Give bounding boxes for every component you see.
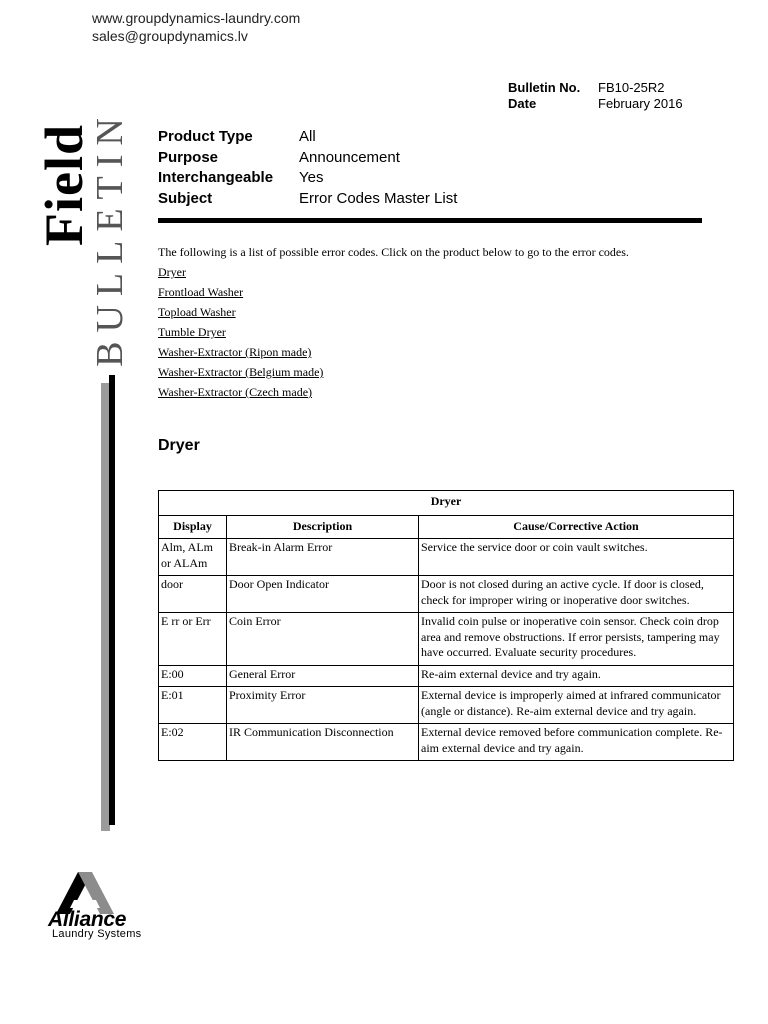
subject-value: Error Codes Master List — [299, 189, 458, 207]
cell-description: General Error — [227, 665, 419, 687]
cell-description: Break-in Alarm Error — [227, 539, 419, 576]
cell-display: E:02 — [159, 724, 227, 761]
section-heading: Dryer — [158, 437, 200, 454]
column-header-description: Description — [227, 515, 419, 539]
bulletin-date-label: Date — [508, 96, 537, 111]
column-header-display: Display — [159, 515, 227, 539]
table-row — [159, 724, 734, 761]
cell-description: IR Communication Disconnection — [227, 724, 419, 761]
bulletin-number: FB10-25R2 — [598, 80, 665, 95]
link-topload-washer[interactable]: Topload Washer — [158, 305, 236, 319]
interchangeable-value: Yes — [299, 169, 324, 186]
link-washer-extractor-ripon[interactable]: Washer-Extractor (Ripon made) — [158, 345, 312, 359]
subject-label: Subject — [158, 189, 213, 207]
cell-action: External device is improperly aimed at infrared communicator (angle or distance). Re-aim external device and try again. — [419, 687, 734, 724]
link-frontload-washer[interactable]: Frontload Washer — [158, 285, 244, 299]
table-row — [159, 576, 734, 613]
link-washer-extractor-czech[interactable]: Washer-Extractor (Czech made) — [158, 385, 313, 399]
link-tumble-dryer[interactable]: Tumble Dryer — [158, 325, 226, 339]
masthead-bulletin-text: BULLETIN — [89, 108, 132, 367]
cell-action: External device removed before communication complete. Re-aim external device and try again. — [419, 724, 734, 761]
intro-text: The following is a list of possible error codes. Click on the product below to go to the error codes. — [158, 245, 629, 259]
product-type-label: Product Type — [158, 128, 253, 145]
table-row — [159, 613, 734, 666]
cell-description: Coin Error — [227, 613, 419, 666]
bulletin-meta — [508, 80, 683, 112]
bulletin-number-label: Bulletin No. — [508, 80, 581, 95]
cell-display: E rr or Err — [159, 613, 227, 666]
alliance-logo — [48, 870, 170, 942]
purpose-value: Announcement — [299, 148, 400, 166]
side-bar — [109, 375, 115, 825]
link-dryer[interactable]: Dryer — [158, 265, 186, 279]
cell-display: E:00 — [159, 665, 227, 687]
table-row — [159, 665, 734, 687]
bulletin-date: February 2016 — [598, 96, 683, 111]
cell-display: Alm, ALm or ALAm — [159, 539, 227, 576]
logo-sub-text: Laundry Systems — [52, 928, 142, 940]
error-codes-table — [158, 490, 734, 761]
table-header-row — [159, 515, 734, 539]
masthead-bulletin — [88, 110, 132, 365]
cell-action: Invalid coin pulse or inoperative coin sensor. Check coin drop area and remove obstructions. If error persists, tampering may have occurred. Evaluate security procedures. — [419, 613, 734, 666]
table-row — [159, 687, 734, 724]
table-row — [159, 539, 734, 576]
email-text: sales@groupdynamics.lv — [92, 28, 248, 44]
interchangeable-label: Interchangeable — [158, 169, 274, 186]
table-caption: Dryer — [159, 491, 734, 516]
header-divider — [158, 218, 702, 223]
masthead-field — [34, 115, 94, 255]
purpose-label: Purpose — [158, 148, 219, 166]
product-info — [158, 127, 457, 209]
website-text: www.groupdynamics-laundry.com — [92, 10, 301, 26]
column-header-action: Cause/Corrective Action — [419, 515, 734, 539]
cell-action: Door is not closed during an active cycle. If door is closed, check for improper wiring or inoperative door switches. — [419, 576, 734, 613]
cell-action: Re-aim external device and try again. — [419, 665, 734, 687]
table-caption-row — [159, 491, 734, 516]
cell-display: E:01 — [159, 687, 227, 724]
cell-action: Service the service door or coin vault switches. — [419, 539, 734, 576]
contact-info — [92, 9, 300, 45]
link-washer-extractor-belgium[interactable]: Washer-Extractor (Belgium made) — [158, 365, 324, 379]
product-type-value: All — [299, 128, 316, 145]
masthead-field-text: Field — [34, 124, 94, 246]
intro-section — [158, 242, 748, 402]
cell-description: Door Open Indicator — [227, 576, 419, 613]
cell-display: door — [159, 576, 227, 613]
logo-brand-text: Alliance — [48, 908, 127, 931]
cell-description: Proximity Error — [227, 687, 419, 724]
